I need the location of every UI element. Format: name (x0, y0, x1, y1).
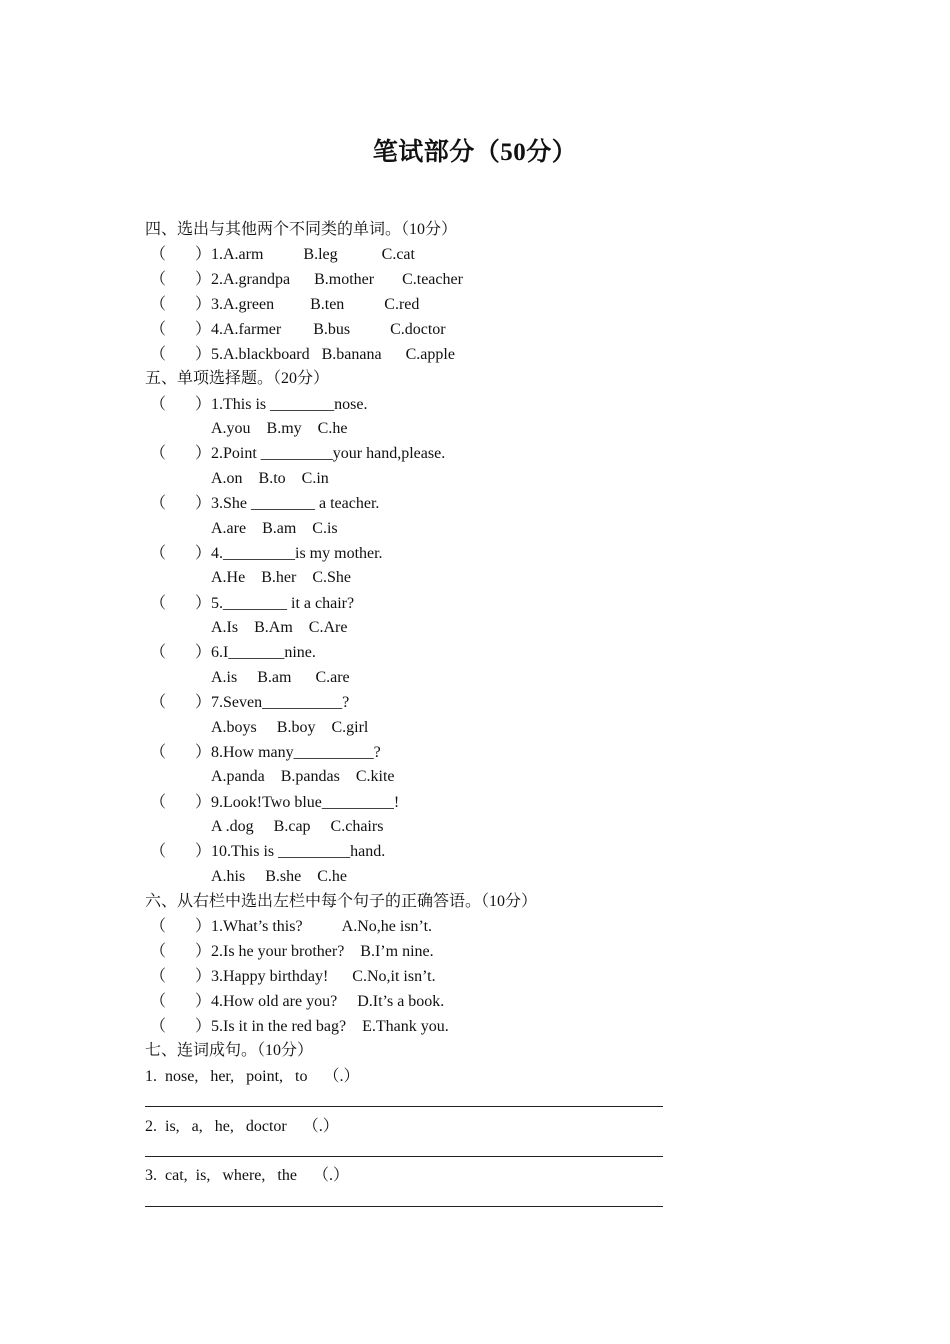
answer-paren-right: ） (195, 968, 212, 985)
question-text: 3.She ________ a teacher. (211, 495, 380, 512)
list-item: 4.A.farmer B.bus C.doctor (211, 321, 446, 338)
answer-paren-left: （ (150, 445, 167, 462)
answer-paren-left: （ (150, 346, 167, 363)
question-options: A.his B.she C.he (211, 868, 347, 885)
answer-paren-left: （ (150, 595, 167, 612)
answer-paren-right: ） (195, 271, 212, 288)
question-options: A.is B.am C.are (211, 669, 350, 686)
answer-paren-right: ） (195, 943, 212, 960)
list-item: 4.How old are you? D.It’s a book. (211, 993, 445, 1010)
answer-paren-right: ） (195, 694, 212, 711)
answer-paren-left: （ (150, 644, 167, 661)
answer-paren-right: ） (195, 296, 212, 313)
answer-paren-left: （ (150, 993, 167, 1010)
question-options: A .dog B.cap C.chairs (211, 818, 384, 835)
answer-paren-right: ） (195, 843, 212, 860)
question-options: A.He B.her C.She (211, 569, 351, 586)
answer-paren-left: （ (150, 396, 167, 413)
answer-paren-right: ） (195, 346, 212, 363)
answer-paren-right: ） (195, 545, 212, 562)
list-item: 2.A.grandpa B.mother C.teacher (211, 271, 463, 288)
question-text: 7.Seven__________? (211, 694, 350, 711)
question-options: A.are B.am C.is (211, 520, 338, 537)
answer-paren-left: （ (150, 296, 167, 313)
section-6-heading: 六、从右栏中选出左栏中每个句子的正确答语。（10分） (145, 893, 538, 910)
answer-paren-left: （ (150, 271, 167, 288)
answer-paren-left: （ (150, 545, 167, 562)
question-text: 8.How many__________? (211, 744, 381, 761)
question-text: 9.Look!Two blue_________! (211, 794, 400, 811)
answer-paren-left: （ (150, 744, 167, 761)
scrambled-sentence: 2. is, a, he, doctor （.） (145, 1118, 339, 1135)
answer-paren-left: （ (150, 495, 167, 512)
answer-line[interactable] (145, 1206, 663, 1207)
answer-paren-left: （ (150, 321, 167, 338)
list-item: 5.Is it in the red bag? E.Thank you. (211, 1018, 449, 1035)
question-options: A.on B.to C.in (211, 470, 329, 487)
question-options: A.panda B.pandas C.kite (211, 768, 395, 785)
list-item: 2.Is he your brother? B.I’m nine. (211, 943, 434, 960)
answer-paren-left: （ (150, 694, 167, 711)
question-options: A.Is B.Am C.Are (211, 619, 348, 636)
section-7-heading: 七、连词成句。（10分） (145, 1042, 314, 1059)
answer-line[interactable] (145, 1106, 663, 1107)
answer-paren-left: （ (150, 918, 167, 935)
answer-paren-left: （ (150, 943, 167, 960)
question-text: 2.Point _________your hand,please. (211, 445, 446, 462)
answer-paren-right: ） (195, 321, 212, 338)
answer-paren-right: ） (195, 744, 212, 761)
question-options: A.you B.my C.he (211, 420, 348, 437)
section-5-heading: 五、单项选择题。（20分） (145, 370, 330, 387)
question-text: 10.This is _________hand. (211, 843, 386, 860)
answer-paren-right: ） (195, 918, 212, 935)
answer-paren-left: （ (150, 1018, 167, 1035)
question-text: 4._________is my mother. (211, 545, 383, 562)
list-item: 1.A.arm B.leg C.cat (211, 246, 415, 263)
question-text: 6.I_______nine. (211, 644, 316, 661)
list-item: 3.Happy birthday! C.No,it isn’t. (211, 968, 436, 985)
answer-paren-right: ） (195, 396, 212, 413)
answer-line[interactable] (145, 1156, 663, 1157)
question-options: A.boys B.boy C.girl (211, 719, 369, 736)
question-text: 1.This is ________nose. (211, 396, 368, 413)
answer-paren-right: ） (195, 445, 212, 462)
answer-paren-left: （ (150, 246, 167, 263)
answer-paren-left: （ (150, 968, 167, 985)
answer-paren-left: （ (150, 794, 167, 811)
answer-paren-right: ） (195, 993, 212, 1010)
list-item: 3.A.green B.ten C.red (211, 296, 420, 313)
answer-paren-left: （ (150, 843, 167, 860)
list-item: 5.A.blackboard B.banana C.apple (211, 346, 455, 363)
answer-paren-right: ） (195, 495, 212, 512)
page-title: 笔试部分（50分） (372, 139, 578, 166)
answer-paren-right: ） (195, 644, 212, 661)
answer-paren-right: ） (195, 246, 212, 263)
section-4-heading: 四、选出与其他两个不同类的单词。（10分） (145, 221, 458, 238)
answer-paren-right: ） (195, 595, 212, 612)
answer-paren-right: ） (195, 1018, 212, 1035)
scrambled-sentence: 3. cat, is, where, the （.） (145, 1167, 349, 1184)
list-item: 1.What’s this? A.No,he isn’t. (211, 918, 433, 935)
question-text: 5.________ it a chair? (211, 595, 355, 612)
answer-paren-right: ） (195, 794, 212, 811)
scrambled-sentence: 1. nose, her, point, to （.） (145, 1068, 360, 1085)
